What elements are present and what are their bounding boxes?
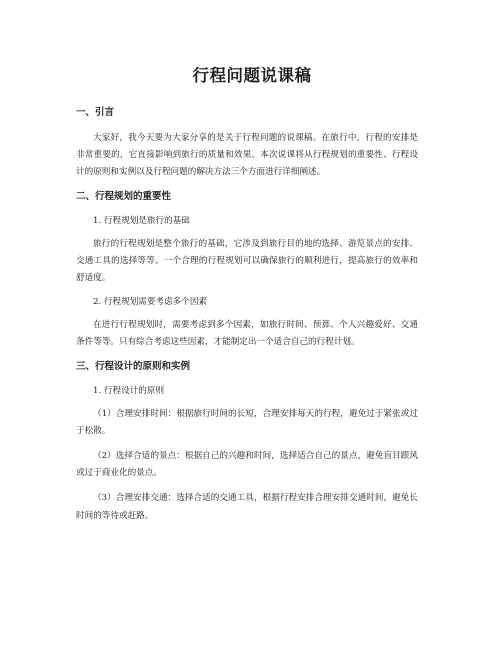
document-title: 行程问题说课稿 <box>192 66 312 85</box>
subheading-principles: 1. 行程设计的原则 <box>93 385 165 396</box>
subheading-factors: 2. 行程规划需要考虑多个因素 <box>93 297 208 308</box>
principle-attractions: （2）选择合适的景点：根据自己的兴趣和时间，选择适合自己的景点，避免盲目跟风或过于商业化的景点。 <box>76 451 418 479</box>
paragraph-basis: 旅行的行程规划是整个旅行的基础，它涉及到旅行目的地的选择、游览景点的安排、交通工具的选择等等。一个合理的行程规划可以确保旅行的顺利进行，提高旅行的效率和舒适度。 <box>76 238 418 284</box>
paragraph-intro: 大家好，我今天要为大家分享的是关于行程问题的说课稿。在旅行中，行程的安排是非常重要的，它直接影响到旅行的质量和效果。本次说课将从行程规划的重要性、行程设计的原则和实例以及行程问题的解决方法三个方面进行详细阐述。 <box>76 133 418 178</box>
paragraph-factors: 在进行行程规划时，需要考虑到多个因素，如旅行时间、预算、个人兴趣爱好、交通条件等等。只有综合考虑这些因素，才能制定出一个适合自己的行程计划。 <box>76 320 418 348</box>
principle-time: （1）合理安排时间：根据旅行时间的长短，合理安排每天的行程，避免过于紧张或过于松散。 <box>76 408 418 436</box>
section-heading-importance: 二、行程规划的重要性 <box>76 190 172 202</box>
subheading-basis: 1. 行程规划是旅行的基础 <box>93 215 190 226</box>
section-heading-design: 三、行程设计的原则和实例 <box>76 360 191 372</box>
section-heading-intro: 一、引言 <box>76 107 115 118</box>
principle-transport: （3）合理安排交通：选择合适的交通工具，根据行程安排合理安排交通时间，避免长时间的等待或赶路。 <box>76 493 418 521</box>
